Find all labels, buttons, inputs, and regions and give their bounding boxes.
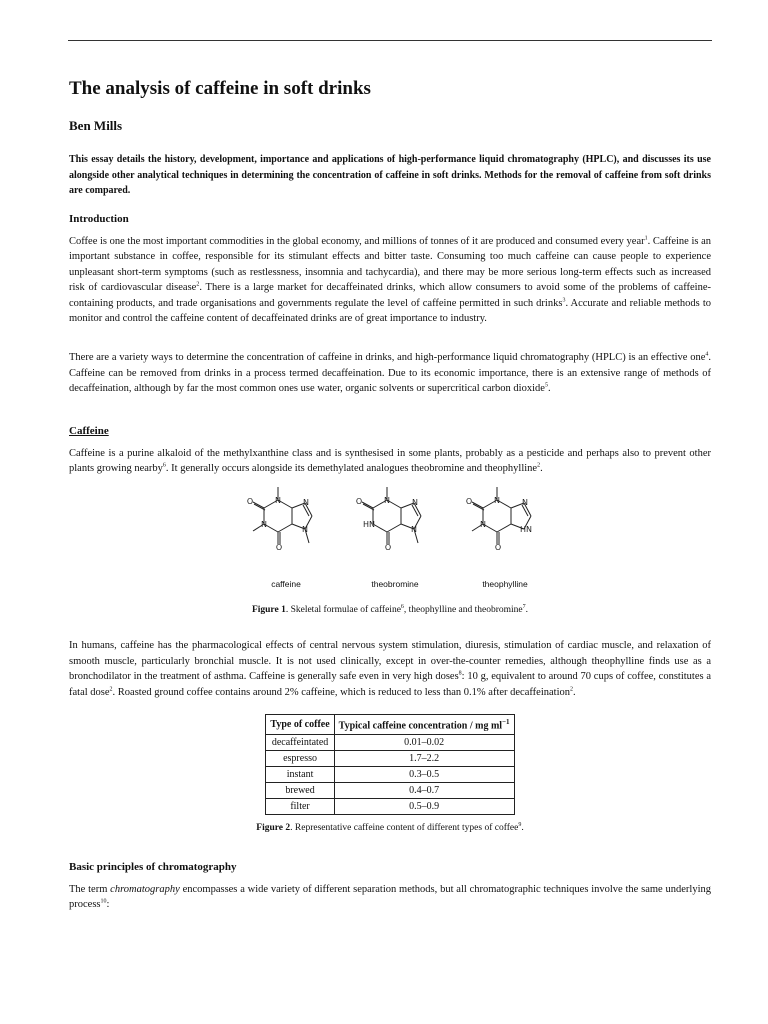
- figure-1-caption: Figure 1. Skeletal formulae of caffeine$^6$, theophylline and theobromine$^7$.: [251, 603, 529, 616]
- table-row: [266, 782, 514, 798]
- table-cell: filter: [266, 798, 334, 814]
- theophylline-structure-icon: [460, 485, 550, 577]
- svg-text:N: N: [412, 498, 418, 508]
- table-row: [266, 798, 514, 814]
- figure-2-caption: Figure 2. Representative caffeine content of different types of coffee$^9$.: [256, 821, 524, 833]
- caffeine-content-table: [265, 714, 514, 814]
- table-cell: brewed: [266, 782, 334, 798]
- table-cell: 0.3–0.5: [334, 766, 514, 782]
- table-header-cell: Typical caffeine concentration / mg $ml^{-1}$: [334, 715, 514, 734]
- svg-text:N: N: [261, 520, 267, 530]
- figure-1-structures: [69, 485, 711, 597]
- chromatography-heading: Basic principles of chromatography: [69, 860, 237, 873]
- svg-text:N: N: [302, 525, 308, 535]
- introduction-paragraph-1: Coffee is one the most important commodities in the global economy, and millions of tonnes of it are produced and consumed every year$^1$. Caffeine is an important substance in coffee, responsible for its stimulant effects and bitter taste. Consuming too much caffeine can cause people to experience unpleasant short-term symptoms (such as restlessness, insomnia and tachycardia), and there may be more serious long-term effects such as increased risk of cardiovascular disease$^2$. There is a large market for decaffeinated drinks, which allow consumers to avoid some of the problems of caffeine-containing products, and trade organisations and governments regulate the level of caffeine permitted in such drinks$^3$. Accurate and reliable methods to monitor and control the caffeine content of decaffeinated drinks are of great importance to industry.: [69, 235, 711, 325]
- document-title: The analysis of caffeine in soft drinks: [69, 78, 371, 99]
- svg-text:N: N: [522, 498, 528, 508]
- table-row: [266, 750, 514, 766]
- svg-text:HN: HN: [363, 520, 375, 530]
- theobromine-structure-icon: [350, 485, 440, 577]
- table-row: [266, 734, 514, 750]
- svg-text:O: O: [246, 497, 254, 507]
- svg-text:N: N: [384, 496, 390, 506]
- table-row: [266, 766, 514, 782]
- molecule-label: caffeine: [271, 579, 301, 590]
- molecule-label: theophylline: [482, 579, 528, 590]
- svg-text:N: N: [303, 498, 309, 508]
- document-page: [69, 58, 711, 913]
- caffeine-structure-icon: [241, 485, 331, 577]
- caffeine-paragraph-2: In humans, caffeine has the pharmacological effects of central nervous system stimulation, diuresis, stimulation of cardiac muscle, and relaxation of smooth muscle, particularly bronchial muscle. It is not used clinically, except in over-the-counter remedies, although theophylline finds use as a bronchodilator in the treatment of asthma. Caffeine is generally safe even in very high doses$^8$: 10 g, equivalent to around 70 cups of coffee, constitutes a fatal dose$^2$. Roasted ground coffee contains around 2% caffeine, which is reduced to less than 0.1% after decaffeination$^2$.: [69, 640, 712, 698]
- table-cell: decaffeintated: [266, 734, 334, 750]
- svg-text:N: N: [411, 525, 417, 535]
- introduction-paragraph-2: There are a variety ways to determine the concentration of caffeine in drinks, and high-performance liquid chromatography (HPLC) is an effective one$^4$. Caffeine can be removed from drinks in a process termed decaffeination. Due to its economic importance, there is an extensive range of methods of decaffeination, although by far the most common ones use water, organic solvents or supercritical carbon dioxide$^5$.: [69, 351, 711, 395]
- table-header-cell: Type of coffee: [266, 715, 334, 734]
- table-cell: 0.01–0.02: [334, 734, 514, 750]
- table-cell: 0.5–0.9: [334, 798, 514, 814]
- table-cell: 1.7–2.2: [334, 750, 514, 766]
- table-header-row: [266, 715, 514, 734]
- caffeine-paragraph-1: Caffeine is a purine alkaloid of the methylxanthine class and is synthesised in some plants, probably as a pesticide and perhaps also to prevent other plants growing nearby$^6$. It generally occurs alongside its demethylated analogues theobromine and theophylline$^2$.: [69, 447, 711, 475]
- author-name: Ben Mills: [69, 118, 123, 133]
- svg-text:HN: HN: [520, 525, 532, 535]
- abstract: This essay details the history, development, importance and applications of high-performance liquid chromatography (HPLC), and discusses its use alongside other analytical techniques in determining the concentration of caffeine in soft drinks. Methods for the removal of caffeine from soft drinks are compared.: [69, 154, 711, 196]
- table-cell: instant: [266, 766, 334, 782]
- svg-text:N: N: [494, 496, 500, 506]
- svg-text:N: N: [275, 496, 281, 506]
- table-cell: 0.4–0.7: [334, 782, 514, 798]
- table-cell: espresso: [266, 750, 334, 766]
- svg-text:O: O: [465, 497, 473, 507]
- svg-text:N: N: [480, 520, 486, 530]
- top-rule: [68, 40, 712, 41]
- introduction-heading: Introduction: [69, 212, 129, 225]
- svg-text:O: O: [275, 543, 283, 553]
- svg-text:O: O: [355, 497, 363, 507]
- svg-text:O: O: [384, 543, 392, 553]
- svg-text:O: O: [494, 543, 502, 553]
- molecule-label: theobromine: [371, 579, 419, 590]
- caffeine-heading: Caffeine: [69, 424, 109, 437]
- chromatography-paragraph-1: The term chromatography encompasses a wide variety of different separation methods, but all chromatographic techniques involve the same underlying process$^{10}$:: [69, 883, 711, 911]
